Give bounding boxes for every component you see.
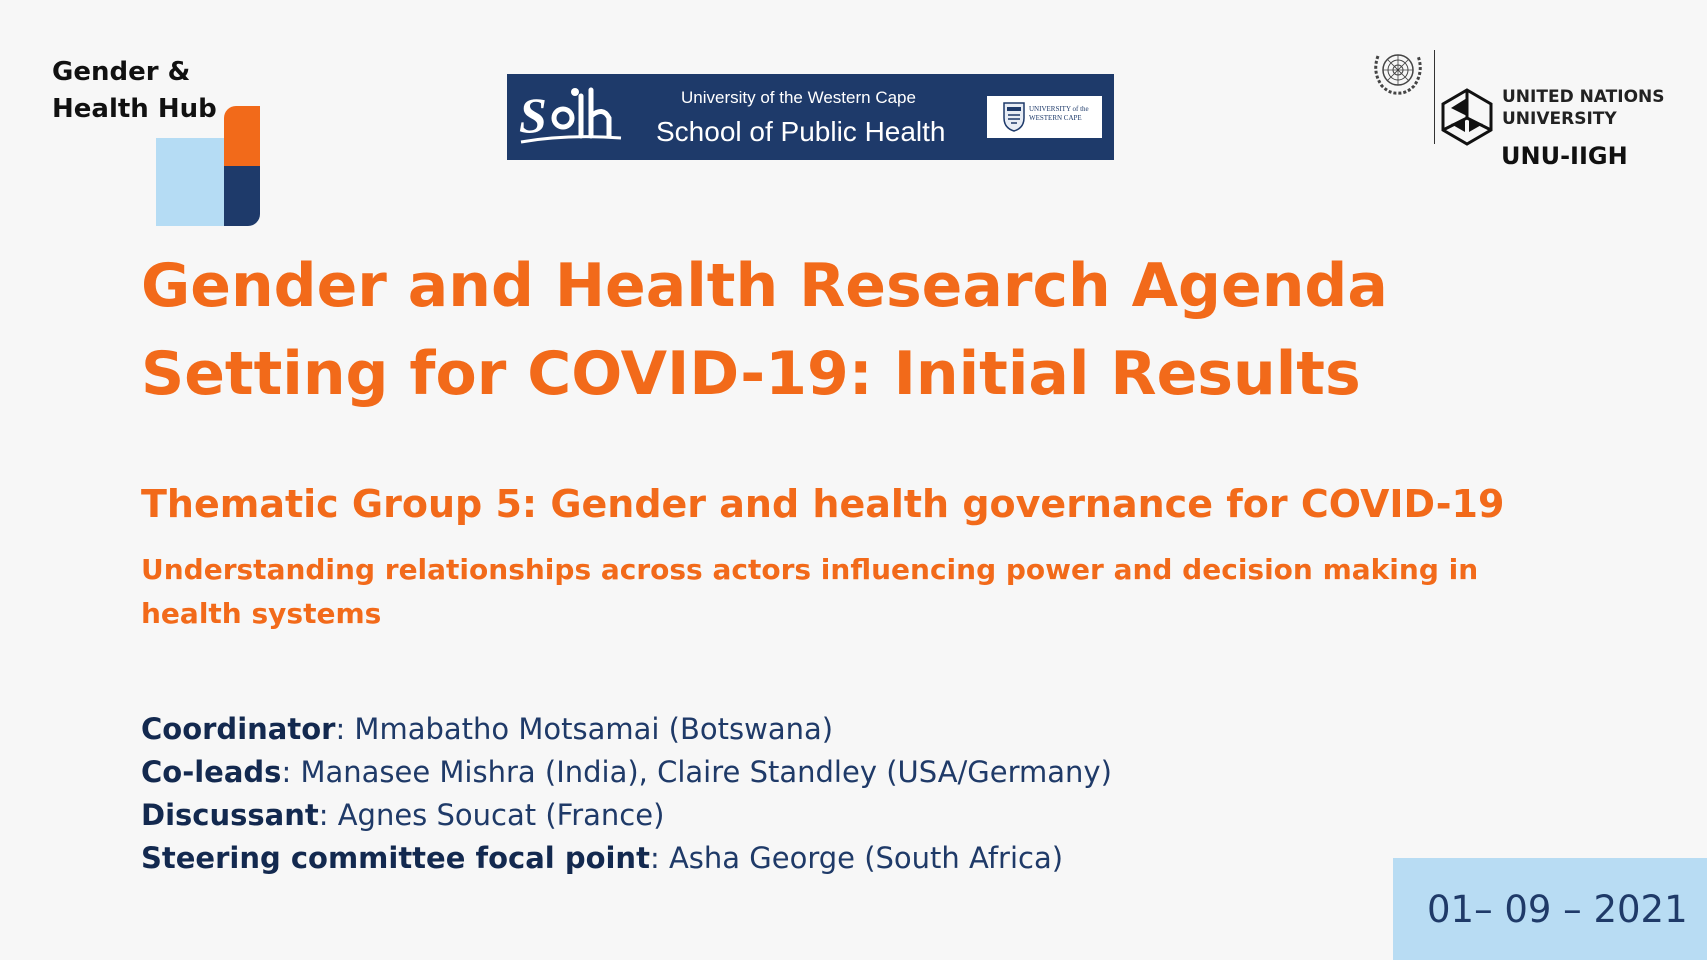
un-emblem-icon bbox=[1368, 46, 1428, 98]
gender-health-hub-logo bbox=[52, 54, 272, 174]
soph-wordmark-icon bbox=[517, 84, 627, 150]
people-row-discussant bbox=[141, 794, 1112, 837]
soph-school-name: School of Public Health bbox=[656, 116, 946, 147]
uwc-crest-icon bbox=[1003, 102, 1025, 132]
uwc-text-line1: UNIVERSITY of the bbox=[1029, 105, 1089, 113]
person-name: : Agnes Soucat (France) bbox=[318, 798, 665, 832]
presentation-date: 01– 09 – 2021 bbox=[1427, 888, 1688, 931]
svg-text:S: S bbox=[519, 87, 547, 143]
title-line-2: Setting for COVID-19: Initial Results bbox=[141, 339, 1361, 409]
role-label: Coordinator bbox=[141, 712, 336, 746]
thematic-group-subtitle: Thematic Group 5: Gender and health governance for COVID-19 bbox=[141, 482, 1505, 526]
logo-divider bbox=[1434, 50, 1435, 144]
role-label: Discussant bbox=[141, 798, 319, 832]
person-name: : Mmabatho Motsamai (Botswana) bbox=[335, 712, 834, 746]
unu-name bbox=[1502, 86, 1665, 130]
person-name: : Asha George (South Africa) bbox=[649, 841, 1064, 875]
uwc-text-line2: WESTERN CAPE bbox=[1029, 114, 1082, 122]
title-line-1: Gender and Health Research Agenda bbox=[141, 251, 1388, 321]
hub-logo-light-block bbox=[156, 138, 228, 226]
hub-logo-line2: Health Hub bbox=[52, 94, 217, 124]
unu-iigh-label: UNU-IIGH bbox=[1501, 142, 1628, 170]
page-title bbox=[141, 242, 1621, 418]
unu-name-line1: UNITED NATIONS bbox=[1502, 87, 1665, 107]
role-label: Steering committee focal point bbox=[141, 841, 650, 875]
date-box bbox=[1393, 858, 1707, 960]
hub-logo-line1: Gender & bbox=[52, 57, 191, 87]
uwc-logo bbox=[987, 96, 1102, 138]
people-row-steering-committee bbox=[141, 837, 1112, 880]
people-list bbox=[141, 708, 1112, 880]
people-row-co-leads bbox=[141, 751, 1112, 794]
people-row-coordinator bbox=[141, 708, 1112, 751]
hub-logo-shape-icon bbox=[224, 106, 260, 226]
unu-name-line2: UNIVERSITY bbox=[1502, 109, 1617, 129]
uwc-logo-text bbox=[1029, 105, 1089, 123]
soph-banner bbox=[507, 74, 1114, 160]
unu-cube-icon bbox=[1440, 88, 1494, 146]
hub-logo-text bbox=[52, 54, 217, 128]
role-label: Co-leads bbox=[141, 755, 282, 789]
soph-university-name: University of the Western Cape bbox=[681, 88, 916, 107]
person-name: : Manasee Mishra (India), Claire Standley (USA/Germany) bbox=[281, 755, 1112, 789]
thematic-group-description: Understanding relationships across actors influencing power and decision making in health systems bbox=[141, 553, 1479, 630]
